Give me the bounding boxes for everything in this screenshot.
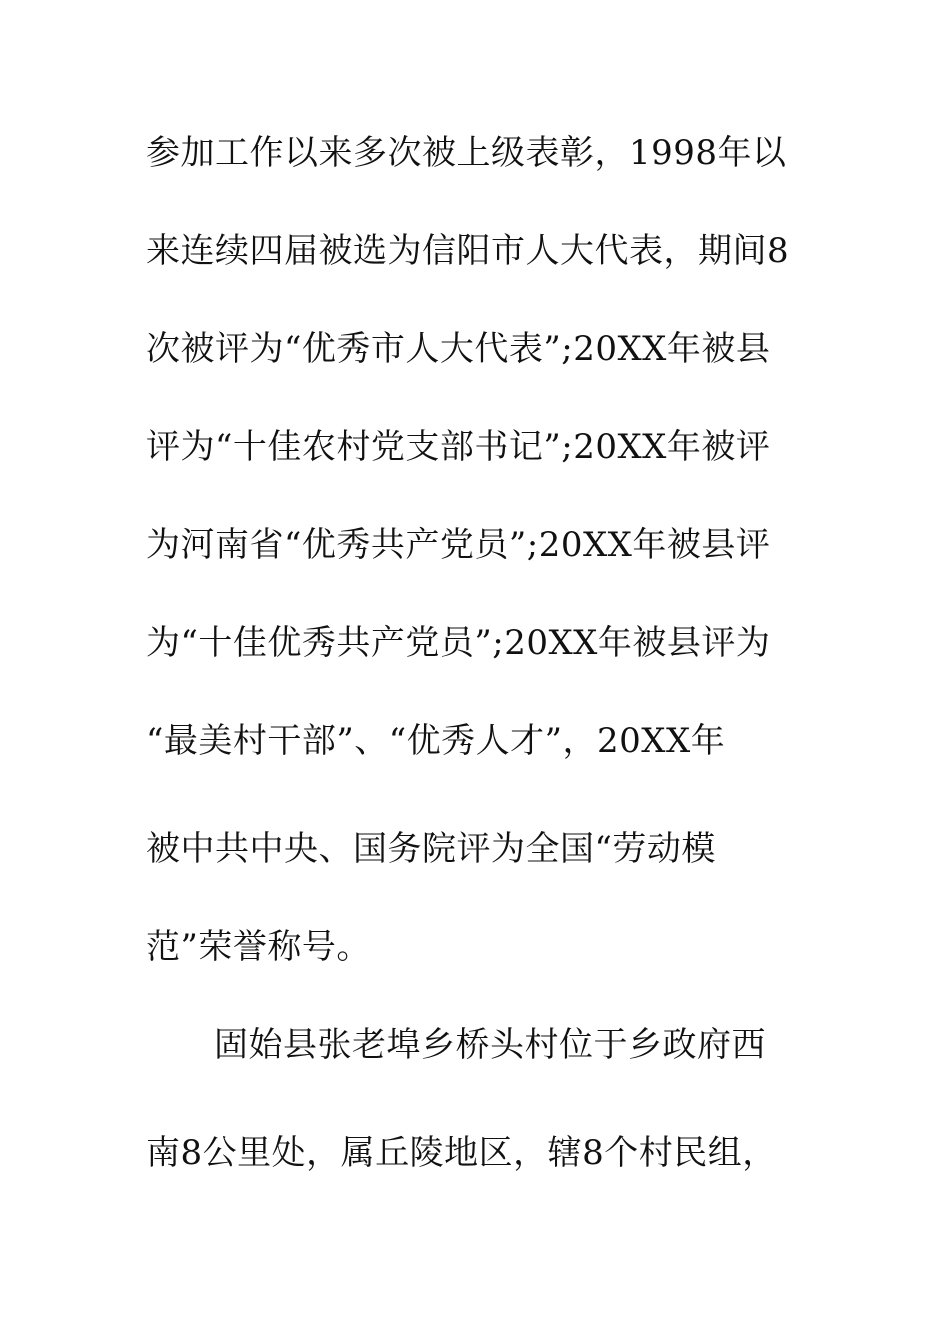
paragraph-1-line-3: 次被评为“优秀市人大代表”;20XX年被县: [146, 329, 771, 369]
paragraph-1-line-5: 为河南省“优秀共产党员”;20XX年被县评: [146, 525, 771, 565]
paragraph-2-line-2: 南8公里处，属丘陵地区，辖8个村民组，: [146, 1133, 777, 1173]
paragraph-1-line-2: 来连续四届被选为信阳市人大代表，期间8: [146, 231, 790, 271]
paragraph-1-line-1: 参加工作以来多次被上级表彰，1998年以: [146, 133, 787, 173]
paragraph-1-line-7: “最美村干部”、“优秀人才”，20XX年: [146, 721, 726, 761]
paragraph-1-line-9: 范”荣誉称号。: [146, 927, 371, 967]
paragraph-1-line-4: 评为“十佳农村党支部书记”;20XX年被评: [146, 427, 771, 467]
paragraph-2-line-1: 固始县张老埠乡桥头村位于乡政府西: [214, 1025, 766, 1065]
paragraph-1-line-8: 被中共中央、国务院评为全国“劳动模: [146, 829, 716, 869]
paragraph-1-line-6: 为“十佳优秀共产党员”;20XX年被县评为: [146, 623, 771, 663]
